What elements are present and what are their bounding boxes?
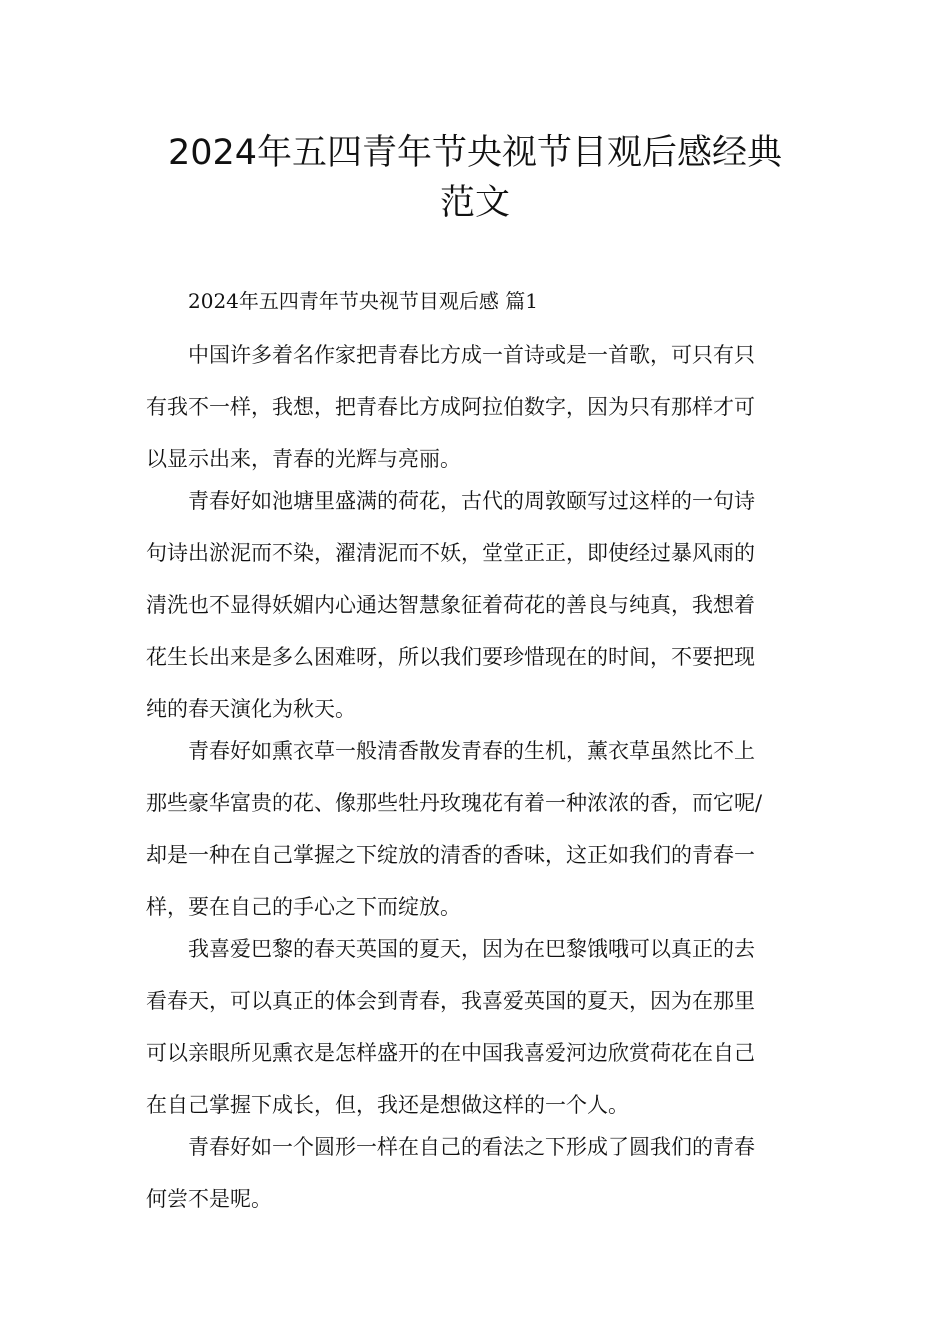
paragraph-line: 青春好如一个圆形一样在自己的看法之下形成了圆我们的青春 — [188, 1135, 755, 1159]
paragraph-2 — [146, 475, 806, 735]
paragraph-line: 以显示出来，青春的光辉与亮丽。 — [146, 447, 461, 471]
paragraph-line: 句诗出淤泥而不染，濯清泥而不妖，堂堂正正，即使经过暴风雨的 — [146, 541, 755, 565]
title-line-2: 范文 — [439, 183, 510, 223]
paragraph-line: 在自己掌握下成长，但，我还是想做这样的一个人。 — [146, 1093, 629, 1117]
paragraph-line: 却是一种在自己掌握之下绽放的清香的香味，这正如我们的青春一 — [146, 843, 755, 867]
paragraph-line: 清洗也不显得妖媚内心通达智慧象征着荷花的善良与纯真，我想着 — [146, 593, 755, 617]
paragraph-line: 花生长出来是多么困难呀，所以我们要珍惜现在的时间，不要把现 — [146, 645, 755, 669]
paragraph-line: 纯的春天演化为秋天。 — [146, 697, 356, 721]
paragraph-line: 何尝不是呢。 — [146, 1187, 272, 1211]
paragraph-line: 中国许多着名作家把青春比方成一首诗或是一首歌，可只有只 — [188, 343, 755, 367]
paragraph-1 — [146, 329, 806, 485]
paragraph-line: 样，要在自己的手心之下而绽放。 — [146, 895, 461, 919]
paragraph-3 — [146, 725, 806, 933]
paragraph-line: 看春天，可以真正的体会到青春，我喜爱英国的夏天，因为在那里 — [146, 989, 755, 1013]
paragraph-line: 可以亲眼所见熏衣是怎样盛开的在中国我喜爱河边欣赏荷花在自己 — [146, 1041, 755, 1065]
section-heading: 2024年五四青年节央视节目观后感 篇1 — [188, 289, 538, 313]
document-title — [120, 128, 830, 228]
paragraph-line: 我喜爱巴黎的春天英国的夏天，因为在巴黎饿哦可以真正的去 — [188, 937, 755, 961]
paragraph-5 — [146, 1121, 806, 1225]
paragraph-4 — [146, 923, 806, 1131]
title-line-1: 2024年五四青年节央视节目观后感经典 — [167, 133, 783, 173]
paragraph-line: 青春好如熏衣草一般清香散发青春的生机，薰衣草虽然比不上 — [188, 739, 755, 763]
paragraph-line: 那些豪华富贵的花、像那些牡丹玫瑰花有着一种浓浓的香，而它呢/ — [146, 791, 763, 815]
paragraph-line: 有我不一样，我想，把青春比方成阿拉伯数字，因为只有那样才可 — [146, 395, 755, 419]
paragraph-line: 青春好如池塘里盛满的荷花，古代的周敦颐写过这样的一句诗 — [188, 489, 755, 513]
